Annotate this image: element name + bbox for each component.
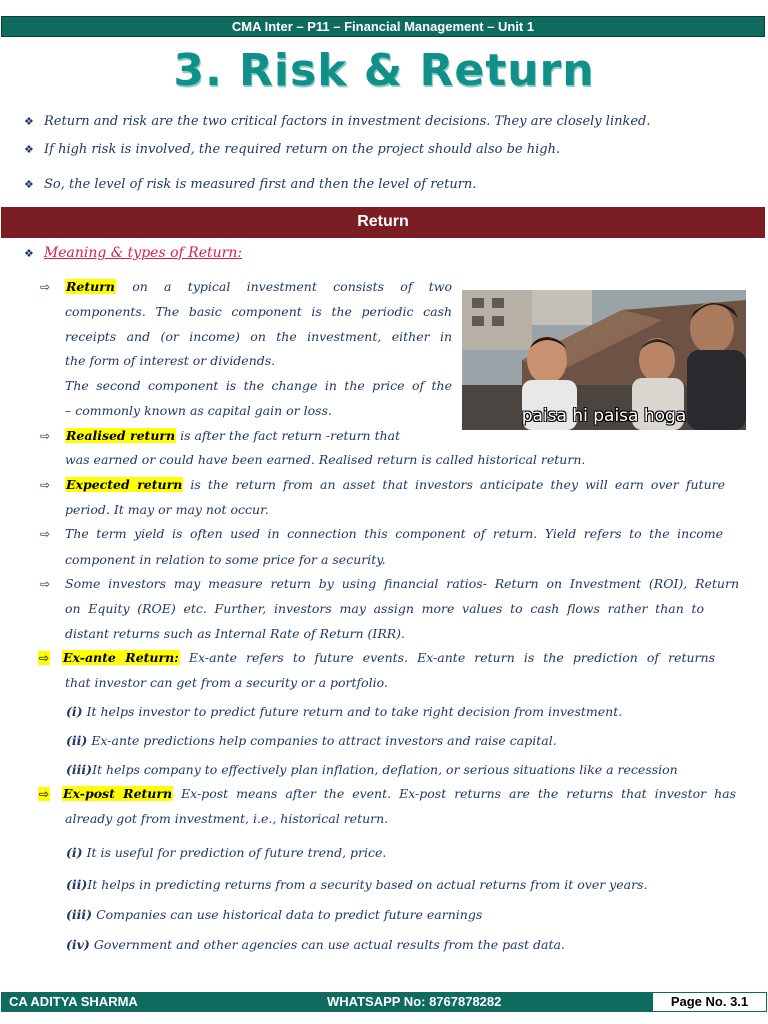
list-item: (ii)It helps in predicting returns from a security based on actual returns from it over years.: [66, 877, 648, 892]
list-item: (iv) Government and other agencies can use actual results from the past data.: [66, 937, 565, 952]
intro-item: ❖ Return and risk are the two critical factors in investment decisions. They are closely linked.: [24, 114, 651, 129]
list-item: (iii)It helps company to effectively plan inflation, deflation, or serious situations like a recession: [66, 762, 678, 777]
yield-line-2: component in relation to some price for a security.: [65, 552, 386, 567]
meme-image: [462, 290, 746, 430]
return-line-4: the form of interest or dividends.: [65, 353, 276, 368]
page-header: [1, 16, 765, 37]
realised-line-1: Realised return is after the fact return -return that: [66, 428, 401, 443]
arrow-right-icon: ⇨: [40, 280, 51, 294]
expected-line-2: period. It may or may not occur.: [65, 502, 269, 517]
footer-author: CA ADITYA SHARMA: [9, 994, 138, 1009]
arrow-right-icon: ⇨: [39, 651, 50, 665]
expost-line-2: already got from investment, i.e., historical return.: [65, 811, 389, 826]
arrow-right-icon: ⇨: [40, 577, 51, 591]
expost-line-1: Ex-post Return Ex-post means after the event. Ex-post returns are the returns that investor has: [63, 786, 736, 801]
return-line-6: – commonly known as capital gain or loss.: [65, 403, 332, 418]
subheading: ❖ Meaning & types of Return:: [24, 245, 243, 261]
ratios-line-3: distant returns such as Internal Rate of Return (IRR).: [65, 626, 406, 641]
intro-item: ❖ So, the level of risk is measured first and then the level of return.: [24, 177, 477, 192]
list-item: (i) It is useful for prediction of future trend, price.: [66, 845, 387, 860]
return-line-1: Return on a typical investment consists of two: [66, 279, 452, 294]
list-item: (ii) Ex-ante predictions help companies to attract investors and raise capital.: [66, 733, 557, 748]
diamond-bullet-icon: ❖: [24, 178, 34, 191]
diamond-bullet-icon: ❖: [24, 115, 34, 128]
meme-caption: paisa hi paisa hoga: [521, 406, 687, 426]
list-item: (iii) Companies can use historical data to predict future earnings: [66, 907, 483, 922]
header-text: CMA Inter – P11 – Financial Management – Unit 1: [231, 19, 535, 34]
exante-line-2: that investor can get from a security or a portfolio.: [65, 675, 388, 690]
list-item: (i) It helps investor to predict future return and to take right decision from investment.: [66, 704, 623, 719]
diamond-bullet-icon: ❖: [24, 143, 34, 156]
return-line-5: The second component is the change in the price of the: [65, 378, 452, 393]
diamond-bullet-icon: ❖: [24, 247, 34, 260]
ratios-line-1: Some investors may measure return by using financial ratios- Return on Investment (ROI), Return: [65, 576, 739, 591]
arrow-right-icon: ⇨: [39, 787, 50, 801]
yield-line-1: The term yield is often used in connection this component of return. Yield refers to the income: [65, 526, 723, 541]
section-band-return: Return: [1, 207, 765, 238]
page-title: 3. Risk & Return: [173, 45, 595, 96]
arrow-right-icon: ⇨: [40, 478, 51, 492]
ratios-line-2: on Equity (ROE) etc. Further, investors may assign more values to cash flows rather than to: [65, 601, 704, 616]
footer-page-number: Page No. 3.1: [652, 992, 767, 1012]
intro-item: ❖ If high risk is involved, the required return on the project should also be high.: [24, 142, 561, 157]
exante-line-1: Ex-ante Return: Ex-ante refers to future events. Ex-ante return is the prediction of returns: [63, 650, 715, 665]
return-line-3: receipts and (or income) on the investment, either in: [65, 329, 452, 344]
arrow-right-icon: ⇨: [40, 429, 51, 443]
return-line-2: components. The basic component is the periodic cash: [65, 304, 452, 319]
expected-line-1: Expected return is the return from an asset that investors anticipate they will earn over future: [66, 477, 725, 492]
footer-whatsapp: WHATSAPP No: 8767878282: [327, 994, 502, 1009]
arrow-right-icon: ⇨: [40, 527, 51, 541]
page-footer: [1, 992, 767, 1012]
realised-line-2: was earned or could have been earned. Realised return is called historical return.: [65, 452, 586, 467]
